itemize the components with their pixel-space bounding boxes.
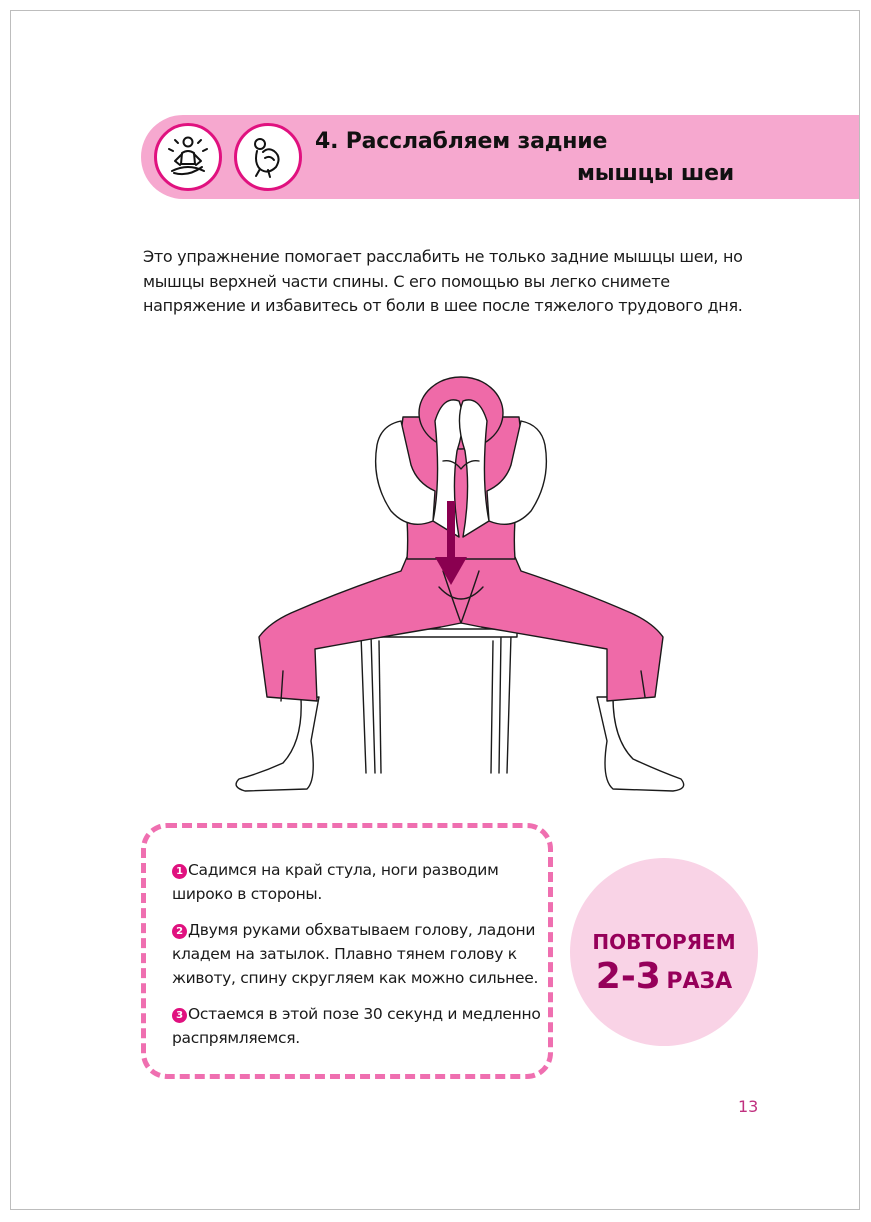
page-number: 13 xyxy=(738,1097,759,1116)
repeat-label: ПОВТОРЯЕМ xyxy=(592,930,736,954)
step-text: Садимся на край стула, ноги разводим широко в стороны. xyxy=(172,861,499,903)
step-item xyxy=(172,858,542,906)
exercise-illustration xyxy=(221,361,701,801)
step-text: Остаемся в этой позе 30 секунд и медленно распрямляемся. xyxy=(172,1005,541,1047)
step-number-badge: 1 xyxy=(172,864,187,879)
step-item xyxy=(172,918,542,990)
repeat-count: 2-3 xyxy=(595,956,661,997)
repeat-unit: РАЗА xyxy=(666,969,733,994)
page-title-line1: 4. Расслабляем задние xyxy=(315,129,608,154)
meditation-pose-icon xyxy=(154,123,222,191)
repeat-badge xyxy=(570,858,758,1046)
chair-icon xyxy=(356,629,517,773)
intro-paragraph: Это упражнение помогает расслабить не только задние мышцы шеи, но мышцы верхней части спины. С его помощью вы легко снимете напряжение и избавитесь от боли в шее после тяжелого трудового дня. xyxy=(143,247,743,315)
repeat-count-line xyxy=(570,956,758,997)
step-number-badge: 3 xyxy=(172,1008,187,1023)
step-text: Двумя руками обхватываем голову, ладони кладем на затылок. Плавно тянем голову к животу, спину скругляем как можно сильнее. xyxy=(172,921,539,987)
steps-list xyxy=(172,858,542,1062)
page-title-line2: мышцы шеи xyxy=(577,161,735,186)
neck-stretch-icon xyxy=(234,123,302,191)
step-item xyxy=(172,1002,542,1050)
step-number-badge: 2 xyxy=(172,924,187,939)
page xyxy=(10,10,860,1210)
steps-box xyxy=(141,823,553,1079)
